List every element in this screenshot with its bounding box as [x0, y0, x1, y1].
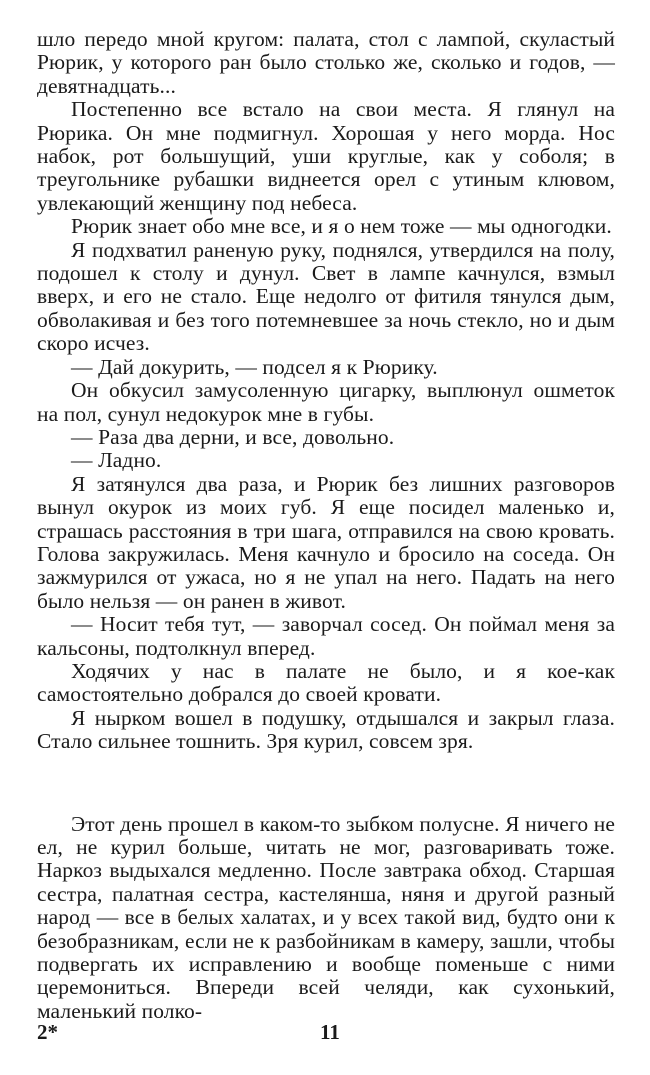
paragraph: Он обкусил замусоленную цигарку, выплюнул ошметок на пол, сунул недокурок мне в губы.: [37, 378, 615, 426]
paragraph: Этот день прошел в каком-то зыбком полусне. Я ничего не ел, не курил больше, читать не мог, разговаривать тоже. Наркоз выдыхался медленно. После завтрака обход. Старшая сестра, палатная сестра, кастелянша, няня и другой разный народ — все в белых халатах, и у всех такой вид, будто они к безобразникам, если не к разбойникам в камеру, зашли, чтобы подвергать их исправлению и вообще поменьше с ними церемониться. Впереди всей челяди, как сухонький, маленький полко-: [37, 811, 615, 1023]
dialogue-line: — Носит тебя тут, — заворчал сосед. Он поймал меня за кальсоны, подтолкнул вперед.: [37, 612, 615, 660]
signature-mark: 2*: [37, 1020, 58, 1044]
paragraph: Я подхватил раненую руку, поднялся, утвердился на полу, подошел к столу и дунул. Свет в лампе качнулся, взмыл вверх, и его не стало. Еще недолго от фитиля тянулся дым, обволакивая и без того потемневшее за ночь стекло, но и дым скоро исчез.: [37, 237, 615, 356]
paragraph: Постепенно все встало на свои места. Я глянул на Рюрика. Он мне подмигнул. Хорошая у него морда. Нос набок, рот большущий, уши круглые, как у соболя; в треугольнике рубашки виднеется орел с утиным клювом, увлекающий женщину под небеса.: [37, 97, 615, 215]
page-footer: [37, 1020, 615, 1046]
paragraph-continuation: шло передо мной кругом: палата, стол с лампой, скуластый Рюрик, у которого ран было столько же, сколько и годов, — девятнадцать...: [37, 27, 615, 98]
paragraph: Рюрик знает обо мне все, и я о нем тоже — мы одногодки.: [71, 214, 612, 239]
paragraph: Я нырком вошел в подушку, отдышался и закрыл глаза. Стало сильнее тошнить. Зря курил, совсем зря.: [37, 705, 615, 754]
dialogue-line: — Ладно.: [71, 448, 162, 473]
page-body: [37, 28, 615, 1023]
page-number: 11: [320, 1020, 340, 1044]
paragraph: Ходячих у нас в палате не было, и я кое-как самостоятельно добрался до своей кровати.: [37, 658, 615, 707]
dialogue-line: — Раза два дерни, и все, довольно.: [71, 424, 395, 449]
section-break: [37, 754, 615, 813]
dialogue-line: — Дай докурить, — подсел я к Рюрику.: [71, 354, 438, 379]
paragraph: Я затянулся два раза, и Рюрик без лишних разговоров вынул окурок из моих губ. Я еще посидел маленько и, страшась расстояния в три шага, отправился на свою кровать. Голова закружилась. Меня качнуло и бросило на соседа. Он зажмурился от ужаса, но я не упал на него. Падать на него было нельзя — он ранен в живот.: [37, 471, 615, 613]
